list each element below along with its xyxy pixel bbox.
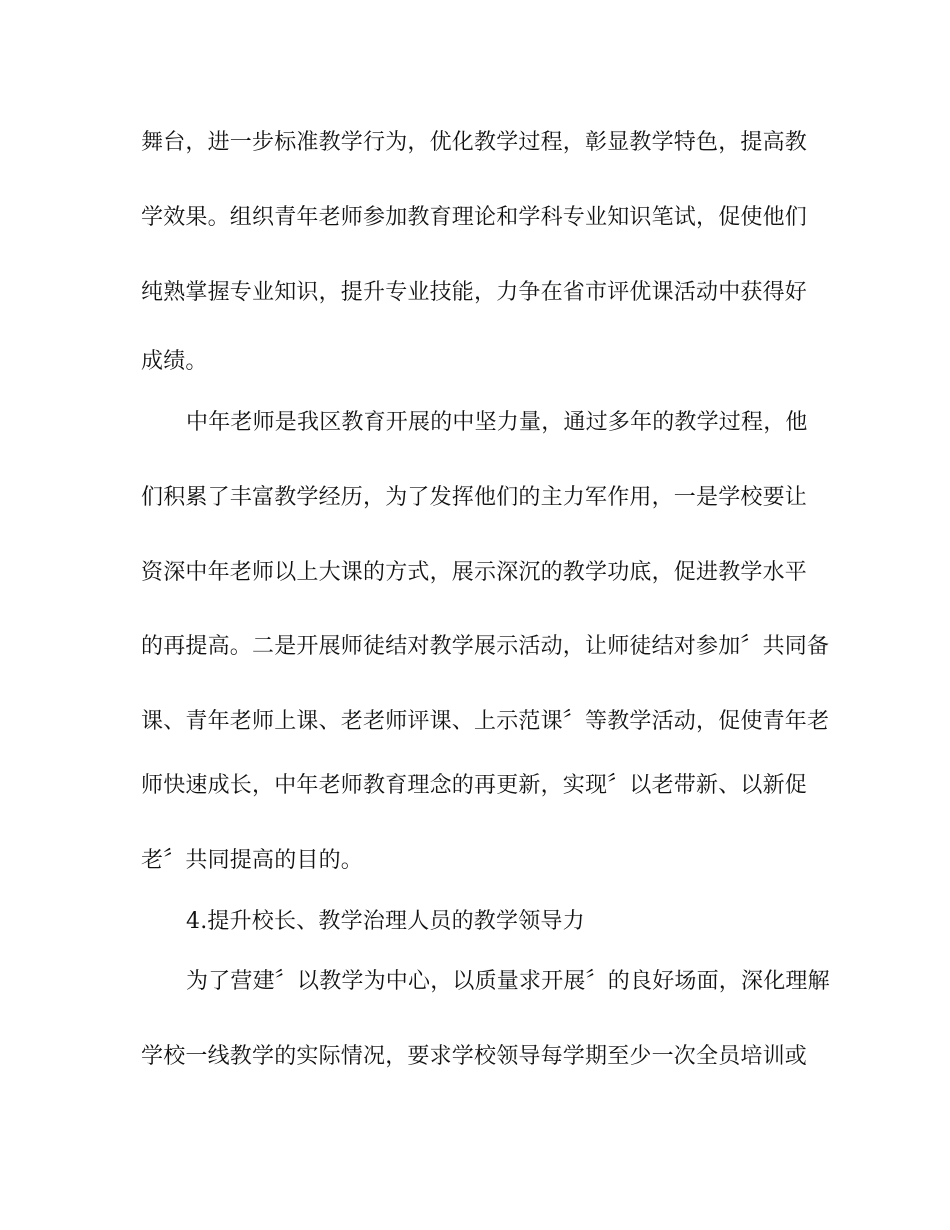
paragraph-line: 师快速成长，中年老师教育理念的再更新，实现〞以老带新、以新促 bbox=[141, 773, 808, 798]
paragraph-line: 们积累了丰富教学经历，为了发挥他们的主力军作用，一是学校要让 bbox=[141, 485, 808, 510]
paragraph-line: 成绩。 bbox=[141, 349, 208, 374]
paragraph-line: 老〞共同提高的目的。 bbox=[141, 848, 364, 873]
paragraph-line: 学效果。组织青年老师参加教育理论和学科专业知识笔试，促使他们 bbox=[141, 205, 808, 230]
section-heading: 4.提升校长、教学治理人员的教学领导力 bbox=[186, 909, 585, 934]
paragraph-line: 纯熟掌握专业知识，提升专业技能，力争在省市评优课活动中获得好 bbox=[141, 280, 808, 305]
paragraph-line: 为了营建〞以教学为中心，以质量求开展〞的良好场面，深化理解 bbox=[186, 969, 830, 994]
paragraph-line: 中年老师是我区教育开展的中坚力量，通过多年的教学过程，他 bbox=[186, 410, 808, 435]
paragraph-line: 的再提高。二是开展师徒结对教学展示活动，让师徒结对参加〞共同备 bbox=[141, 634, 830, 659]
paragraph-line: 资深中年老师以上大课的方式，展示深沉的教学功底，促进教学水平 bbox=[141, 560, 808, 585]
paragraph-line: 课、青年老师上课、老老师评课、上示范课〞等教学活动，促使青年老 bbox=[141, 709, 830, 734]
paragraph-line: 舞台，进一步标准教学行为，优化教学过程，彰显教学特色，提高教 bbox=[141, 130, 808, 155]
paragraph-line: 学校一线教学的实际情况，要求学校领导每学期至少一次全员培训或 bbox=[141, 1044, 808, 1069]
